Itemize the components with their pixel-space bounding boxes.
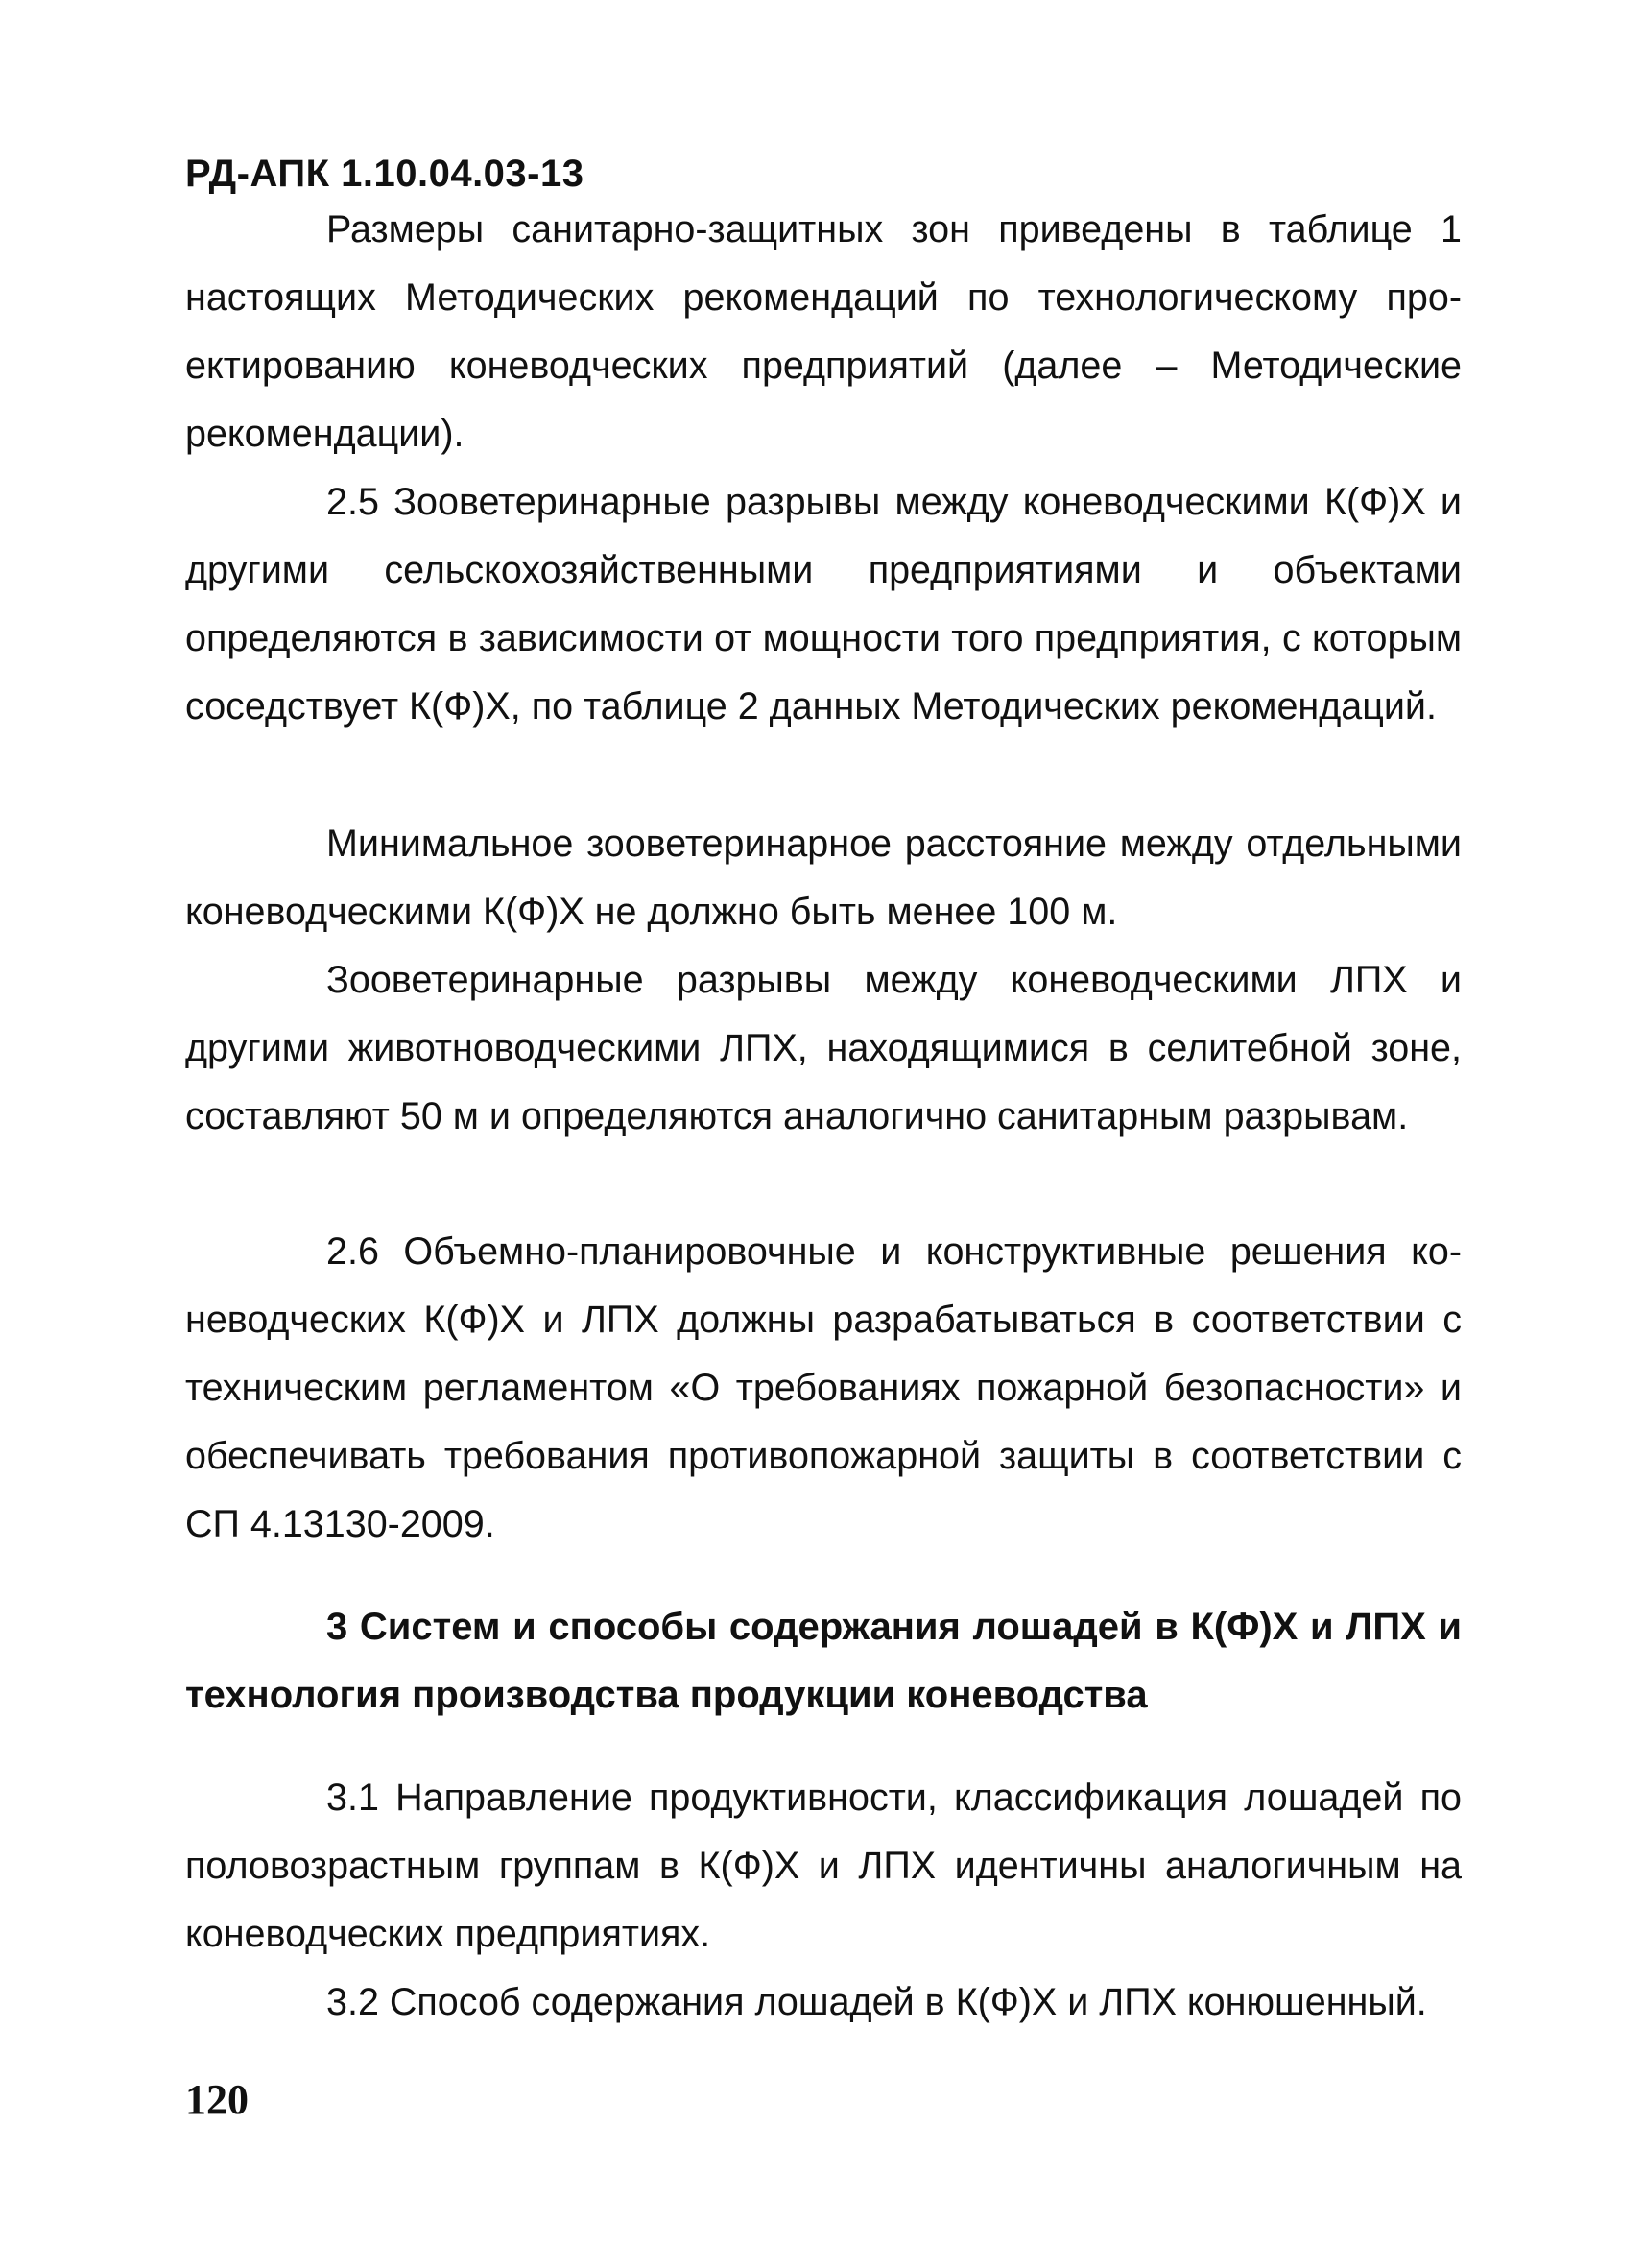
paragraph-3-1-productivity: 3.1 Направление продуктивности, классификация лошадей по половозрастным группам в К(Ф)Х и ЛПХ идентичны аналогичным на коневодческих предприятиях.	[185, 1777, 1462, 1955]
paragraph-minimum-distance: Минимальное зооветеринарное расстояние между отдельными коневодческими К(Ф)Х не должно быть менее 100 м.	[185, 823, 1462, 933]
paragraph-3-2-housing-method: 3.2 Способ содержания лошадей в К(Ф)Х и ЛПХ конюшенный.	[326, 1981, 1427, 2023]
paragraph-2-5-zooveterinary-gaps: 2.5 Зооветеринарные разрывы между коневодческими К(Ф)Х и другими сельскохозяйственными предприятиями и объектами определяются в зависимости от мощности того предприятия, с которым соседствует К(Ф)Х, по таблице 2 данных Методических рекомендаций.	[185, 481, 1462, 728]
document-code-header: РД-АПК 1.10.04.03-13	[185, 153, 584, 195]
page-number: 120	[185, 2076, 249, 2123]
paragraph-lph-gaps: Зооветеринарные разрывы между коневодческими ЛПХ и другими животноводческими ЛПХ, находящимися в селитебной зоне, составляют 50 м и определяются аналогично санитарным разрывам.	[185, 959, 1462, 1137]
paragraph-sanitary-zones: Размеры санитарно-защитных зон приведены в таблице 1 настоящих Методических рекомендаций по технологическому проектированию коневодческих предприятий (далее – Методические рекомендации).	[185, 208, 1462, 455]
section-3-heading: 3 Систем и способы содержания лошадей в К(Ф)Х и ЛПХ и технология производства продукции коневодства	[185, 1606, 1462, 1716]
paragraph-2-6-planning-solutions: 2.6 Объемно-планировочные и конструктивные решения коневодческих К(Ф)Х и ЛПХ должны разрабатываться в соответствии с техническим регламентом «О требованиях пожарной безопасности» и обеспечивать требования противопожарной защиты в соответствии с СП 4.13130-2009.	[185, 1230, 1462, 1545]
